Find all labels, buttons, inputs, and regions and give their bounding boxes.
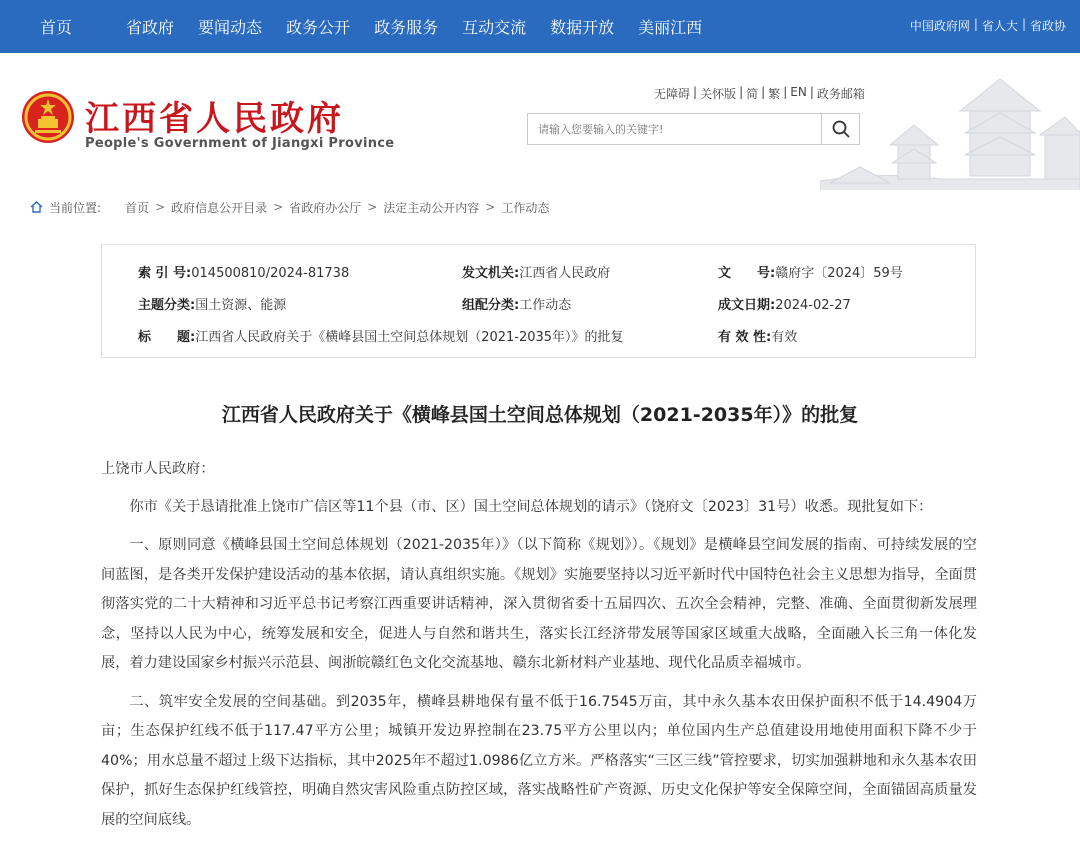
meta-topic-label: 主题分类:	[138, 298, 196, 313]
link-provincial-congress[interactable]: 省人大	[981, 19, 1018, 33]
separator: |	[761, 85, 766, 99]
meta-index-value: 014500810/2024-81738	[191, 266, 350, 281]
meta-category-value: 工作动态	[519, 298, 572, 313]
link-simplified[interactable]: 简	[746, 87, 759, 101]
chevron-right-icon: >	[155, 200, 166, 214]
meta-docno-label: 文 号:	[718, 266, 776, 281]
link-traditional[interactable]: 繁	[768, 87, 781, 101]
separator: |	[1021, 17, 1026, 31]
link-gov-mail[interactable]: 政务邮箱	[816, 87, 865, 101]
breadcrumb-label: 当前位置:	[49, 200, 102, 215]
separator: |	[739, 85, 744, 99]
meta-validity	[718, 326, 797, 345]
home-icon	[30, 201, 43, 213]
meta-issuer-label: 发文机关:	[462, 266, 520, 281]
paragraph: 你市《关于恳请批准上饶市广信区等11个县（市、区）国土空间总体规划的请示》（饶府文〔2023〕31号）收悉。现批复如下：	[129, 498, 933, 515]
meta-index-label: 索 引 号:	[138, 266, 192, 281]
meta-category-label: 组配分类:	[462, 298, 520, 313]
search-input[interactable]	[528, 114, 821, 144]
separator: |	[693, 85, 698, 99]
nav-interaction[interactable]: 互动交流	[462, 18, 527, 37]
link-accessibility[interactable]: 无障碍	[654, 87, 691, 101]
paragraph: 二、筑牢安全发展的空间基础。到2035年，横峰县耕地保有量不低于16.7545万亩，其中永久基本农田保护面积不低于14.4904万亩；生态保护红线不低于117.47平方公里；城镇开发边界控制在23.75平方公里以内；单位国内生产总值建设用地使用面积下降不少于40%；用水总量不超过上级下达指标，其中2025年不超过1.0986亿立方米。严格落实“三区三线”管控要求，切实加强耕地和永久基本农田保护，抓好生态保护红线管控，明确自然灾害风险重点防控区域，落实战略性矿产资源、历史文化保护等安全保障空间，全面锚固高质量发展的空间底线。	[101, 693, 977, 828]
meta-category	[462, 294, 571, 313]
top-nav	[0, 0, 1080, 53]
site-header	[0, 53, 1080, 190]
meta-title-label: 标 题:	[138, 330, 196, 345]
salutation: 上饶市人民政府：	[101, 461, 215, 477]
site-subtitle: People's Government of Jiangxi Province	[85, 136, 395, 151]
meta-docno-value: 赣府字〔2024〕59号	[775, 266, 903, 281]
document-meta-box	[101, 244, 976, 358]
search-box	[527, 113, 860, 145]
meta-topic-value: 国土资源、能源	[195, 298, 287, 313]
breadcrumb	[0, 190, 1080, 224]
document-body	[101, 455, 977, 844]
breadcrumb-general-office[interactable]: 省政府办公厅	[289, 200, 362, 215]
meta-date-label: 成文日期:	[718, 298, 776, 313]
meta-title-value: 江西省人民政府关于《横峰县国土空间总体规划（2021-2035年）》的批复	[195, 330, 624, 345]
nav-home[interactable]: 首页	[40, 18, 73, 37]
meta-validity-label: 有 效 性:	[718, 330, 772, 345]
site-title: 江西省人民政府	[85, 99, 344, 139]
separator: |	[973, 17, 978, 31]
chevron-right-icon: >	[485, 200, 496, 214]
nav-gov-services[interactable]: 政务服务	[374, 18, 439, 37]
nav-gov-affairs-open[interactable]: 政务公开	[286, 18, 351, 37]
nav-open-data[interactable]: 数据开放	[550, 18, 615, 37]
external-links	[910, 17, 1066, 34]
chevron-right-icon: >	[367, 200, 378, 214]
breadcrumb-work-news[interactable]: 工作动态	[501, 200, 550, 215]
breadcrumb-statutory-content[interactable]: 法定主动公开内容	[383, 200, 480, 215]
meta-validity-value: 有效	[771, 330, 798, 345]
meta-title	[138, 326, 624, 345]
link-provincial-cppcc[interactable]: 省政协	[1029, 19, 1066, 33]
meta-issuer-value: 江西省人民政府	[519, 266, 611, 281]
meta-topic	[138, 294, 286, 313]
separator: |	[783, 85, 788, 99]
separator: |	[809, 85, 814, 99]
chevron-right-icon: >	[273, 200, 284, 214]
national-emblem-icon	[20, 89, 76, 145]
meta-index	[138, 262, 349, 281]
breadcrumb-info-catalog[interactable]: 政府信息公开目录	[171, 200, 268, 215]
meta-issuer	[462, 262, 610, 281]
link-care-version[interactable]: 关怀版	[700, 87, 737, 101]
meta-date-value: 2024-02-27	[775, 298, 851, 313]
nav-province-gov[interactable]: 省政府	[126, 18, 175, 37]
pavilion-skyline-icon	[820, 71, 1080, 190]
paragraph: 一、原则同意《横峰县国土空间总体规划（2021-2035年）》（以下简称《规划》）。《规划》是横峰县空间发展的指南、可持续发展的空间蓝图，是各类开发保护建设活动的基本依据，请认真组织实施。《规划》实施要坚持以习近平新时代中国特色社会主义思想为指导，全面贯彻落实党的二十大精神和习近平总书记考察江西重要讲话精神，深入贯彻省委十五届四次、五次全会精神，完整、准确、全面贯彻新发展理念，坚持以人民为中心，统筹发展和安全，促进人与自然和谐共生，落实长江经济带发展等国家区域重大战略，全面融入长三角一体化发展，着力建设国家乡村振兴示范县、闽浙皖赣红色文化交流基地、赣东北新材料产业基地、现代化品质幸福城市。	[101, 537, 977, 671]
nav-beautiful-jiangxi[interactable]: 美丽江西	[638, 18, 703, 37]
meta-docno	[718, 262, 903, 281]
link-english[interactable]: EN	[790, 85, 807, 99]
link-china-gov[interactable]: 中国政府网	[909, 19, 970, 33]
breadcrumb-home[interactable]: 首页	[125, 200, 150, 215]
nav-news[interactable]: 要闻动态	[198, 18, 263, 37]
meta-date	[718, 294, 851, 313]
document-title: 江西省人民政府关于《横峰县国土空间总体规划（2021-2035年）》的批复	[221, 404, 859, 426]
